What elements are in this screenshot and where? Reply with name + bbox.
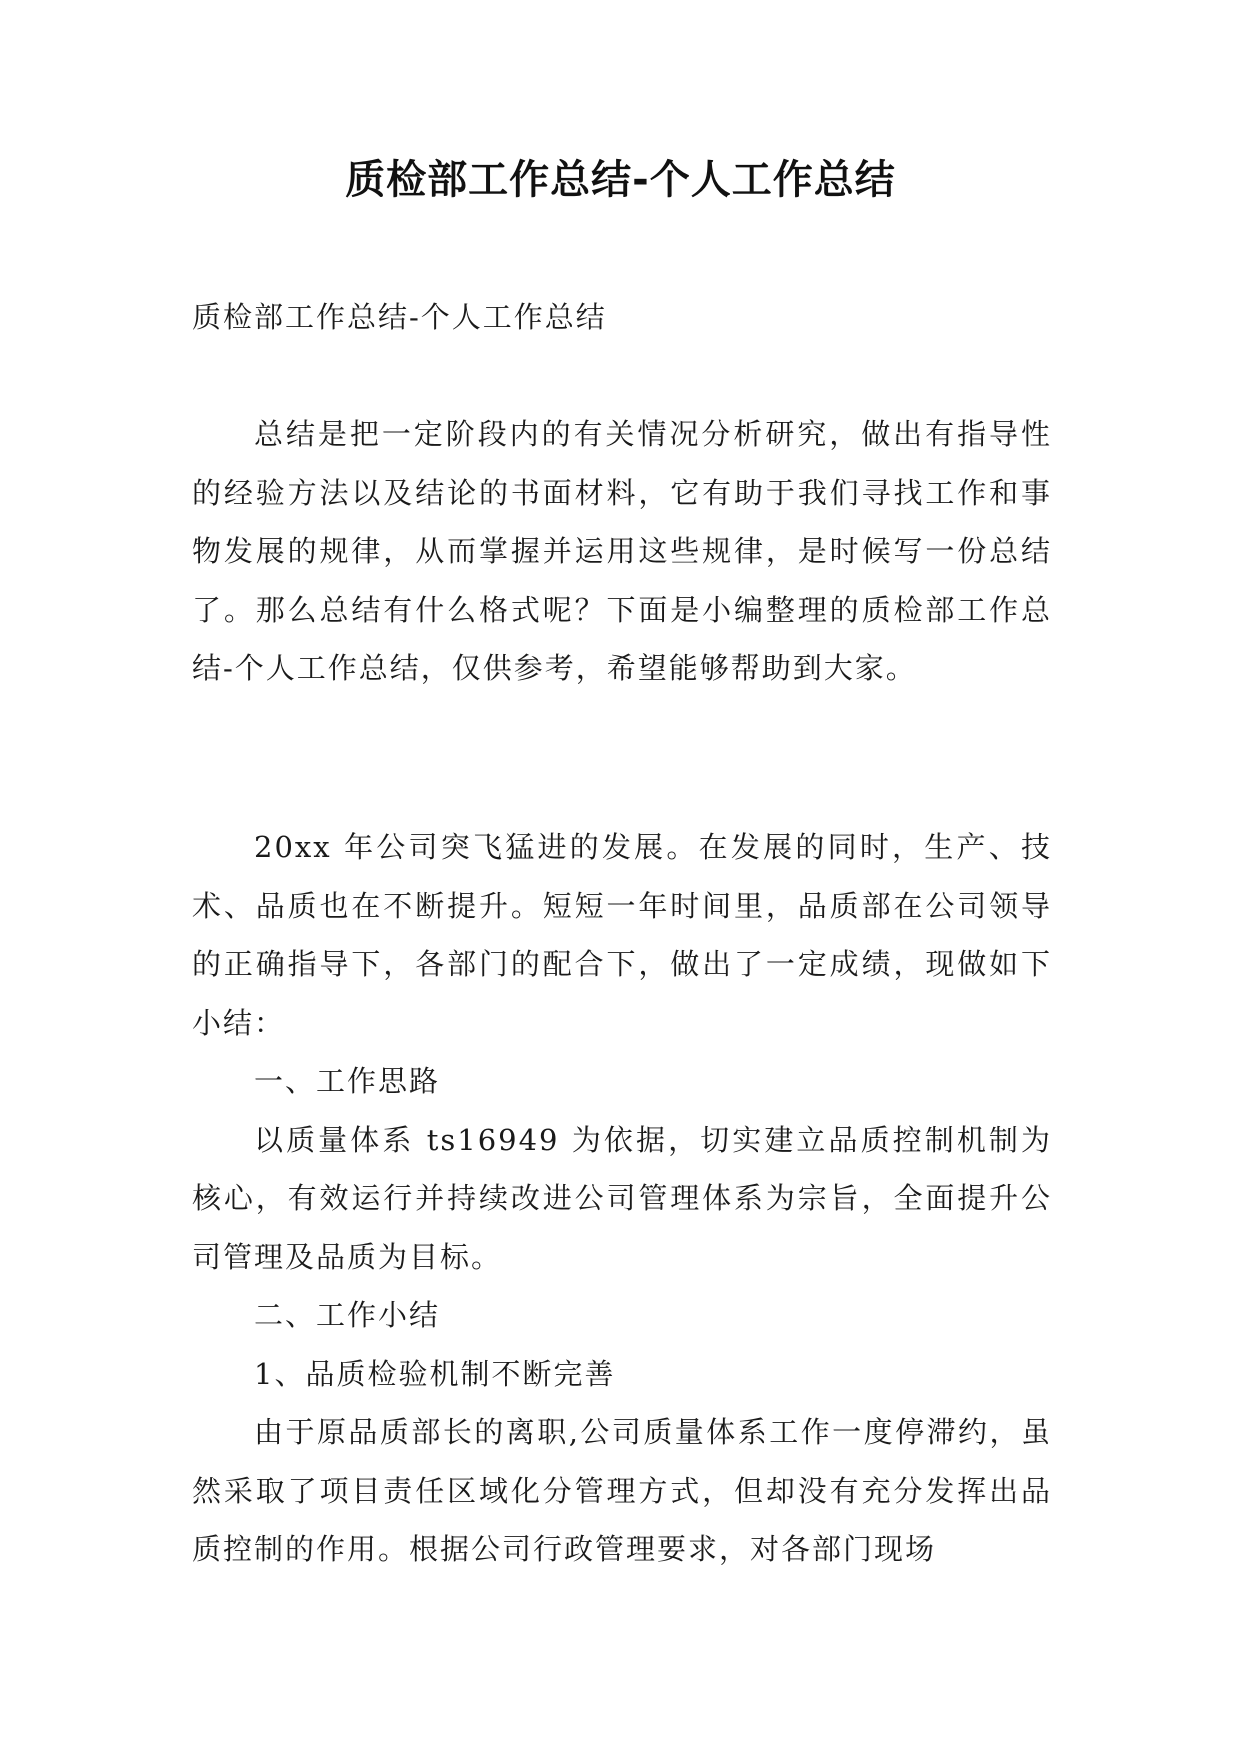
section-heading-work-approach: 一、工作思路 (254, 1064, 441, 1098)
section-paragraph-work-approach: 以质量体系 ts16949 为依据，切实建立品质控制机制为核心，有效运行并持续改进公司管理体系为宗旨，全面提升公司管理及品质为目标。 (192, 1122, 1052, 1274)
subsection-heading-inspection: 1、品质检验机制不断完善 (254, 1356, 616, 1391)
intro-paragraph: 总结是把一定阶段内的有关情况分析研究，做出有指导性的经验方法以及结论的书面材料，它有助于我们寻找工作和事物发展的规律，从而掌握并运用这些规律，是时候写一份总结了。那么总结有什么格式呢？下面是小编整理的质检部工作总结-个人工作总结，仅供参考，希望能够帮助到大家。 (192, 417, 1052, 685)
section-heading-work-summary: 二、工作小结 (254, 1298, 441, 1332)
document-title: 质检部工作总结-个人工作总结 (345, 157, 896, 203)
document-subtitle: 质检部工作总结-个人工作总结 (192, 300, 607, 334)
subsection-paragraph-inspection: 由于原品质部长的离职,公司质量体系工作一度停滞约，虽然采取了项目责任区域化分管理方式，但却没有充分发挥出品质控制的作用。根据公司行政管理要求，对各部门现场 (192, 1415, 1052, 1566)
opening-paragraph: 20xx 年公司突飞猛进的发展。在发展的同时，生产、技术、品质也在不断提升。短短一年时间里，品质部在公司领导的正确指导下，各部门的配合下，做出了一定成绩，现做如下小结： (192, 830, 1052, 1040)
main-body (192, 818, 1052, 1579)
